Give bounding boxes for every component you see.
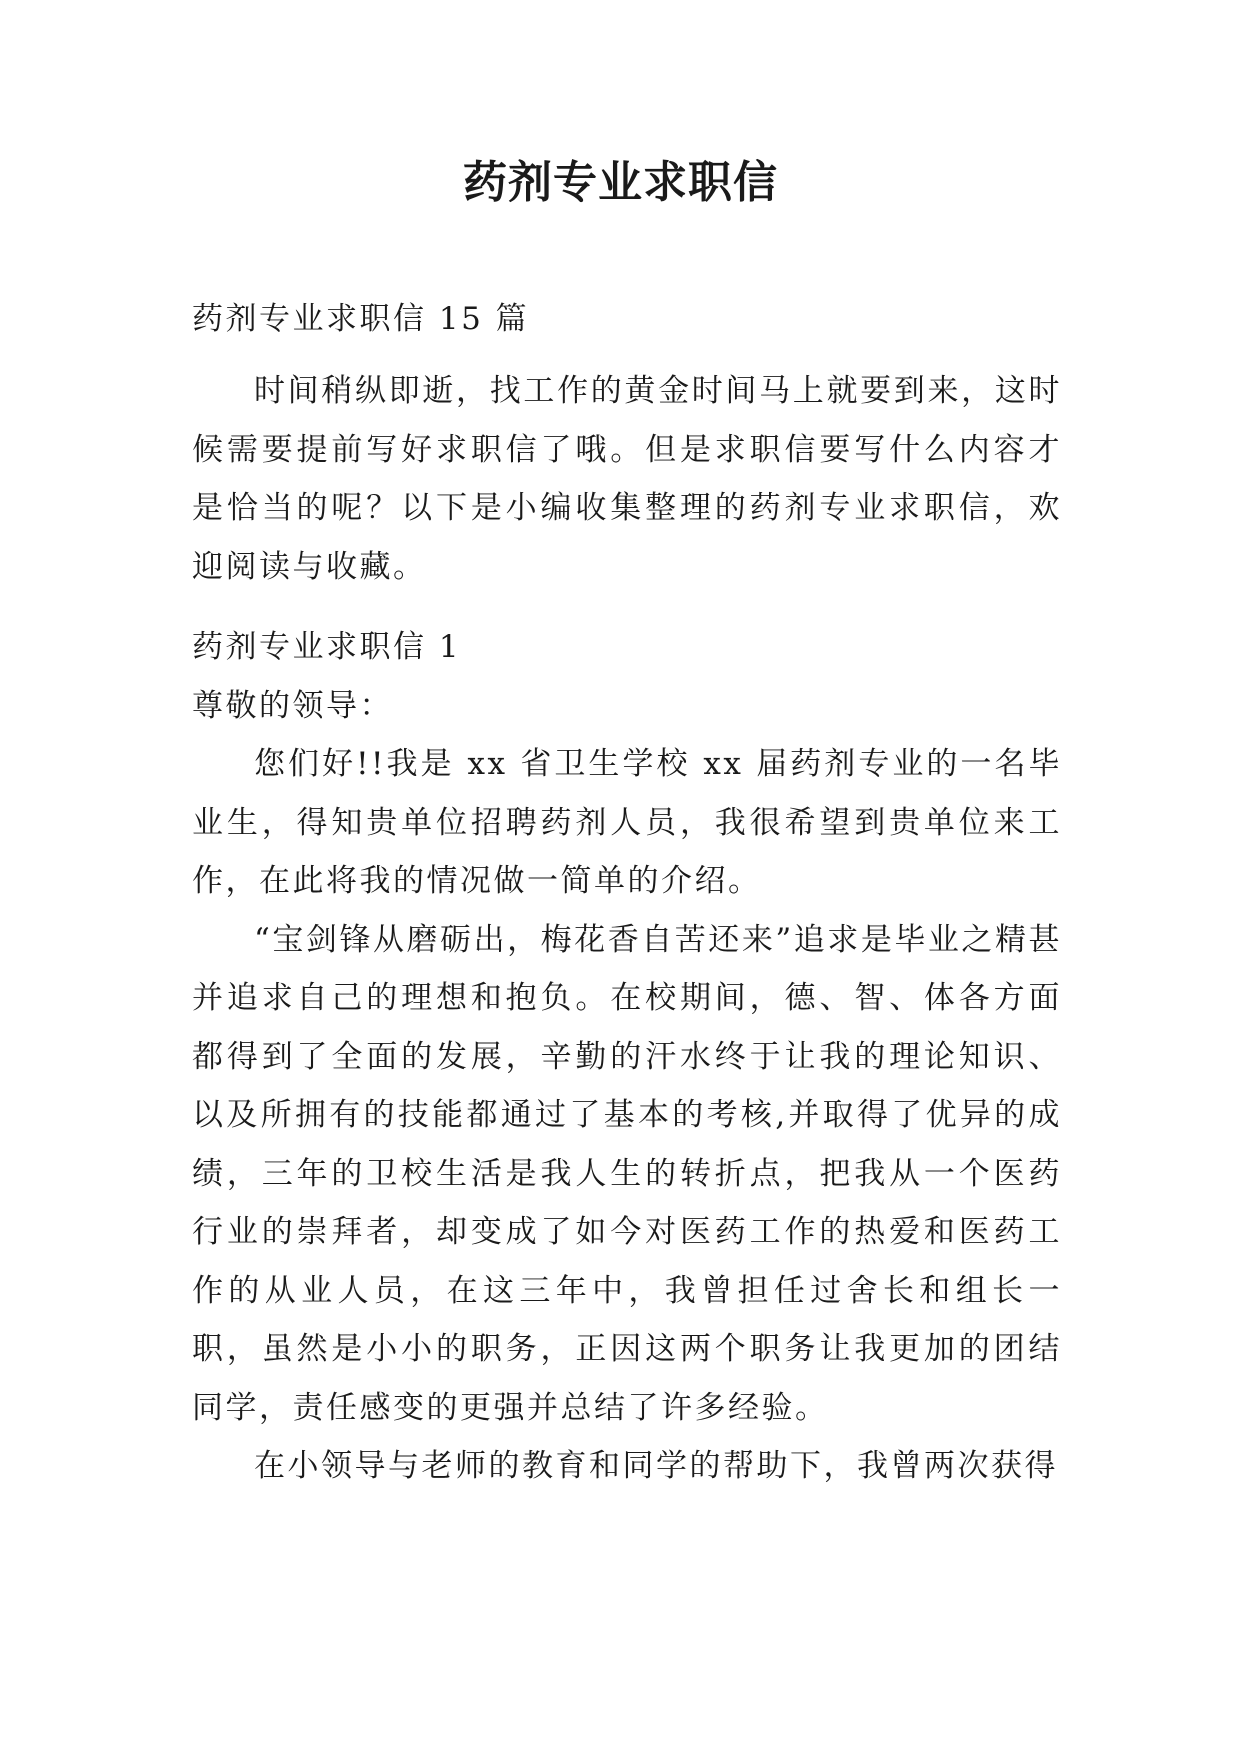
letter-paragraph: “宝剑锋从磨砺出，梅花香自苦还来”追求是毕业之精甚并追求自己的理想和抱负。在校期间，德、智、体各方面都得到了全面的发展，辛勤的汗水终于让我的理论知识、以及所拥有的技能都通过了基本的考核,并取得了优异的成绩，三年的卫校生活是我人生的转折点，把我从一个医药行业的崇拜者，却变成了如今对医药工作的热爱和医药工作的从业人员，在这三年中，我曾担任过舍长和组长一职，虽然是小小的职务，正因这两个职务让我更加的团结同学，责任感变的更强并总结了许多经验。 [192, 921, 1062, 1426]
letter-heading: 药剂专业求职信 1 [192, 629, 462, 665]
letter-1 [192, 618, 1062, 1496]
letter-paragraph: 您们好!!我是 xx 省卫生学校 xx 届药剂专业的一名毕业生，得知贵单位招聘药剂人员，我很希望到贵单位来工作，在此将我的情况做一简单的介绍。 [192, 746, 1062, 899]
document-title: 药剂专业求职信 [463, 157, 778, 208]
letter-paragraph: 在小领导与老师的教育和同学的帮助下，我曾两次获得 [254, 1448, 1058, 1484]
letter-salutation: 尊敬的领导： [192, 687, 393, 724]
intro-block [192, 362, 1062, 596]
document-subtitle: 药剂专业求职信 15 篇 [192, 301, 530, 337]
intro-paragraph: 时间稍纵即逝，找工作的黄金时间马上就要到来，这时候需要提前写好求职信了哦。但是求职信要写什么内容才是恰当的呢？以下是小编收集整理的药剂专业求职信，欢迎阅读与收藏。 [192, 373, 1062, 585]
